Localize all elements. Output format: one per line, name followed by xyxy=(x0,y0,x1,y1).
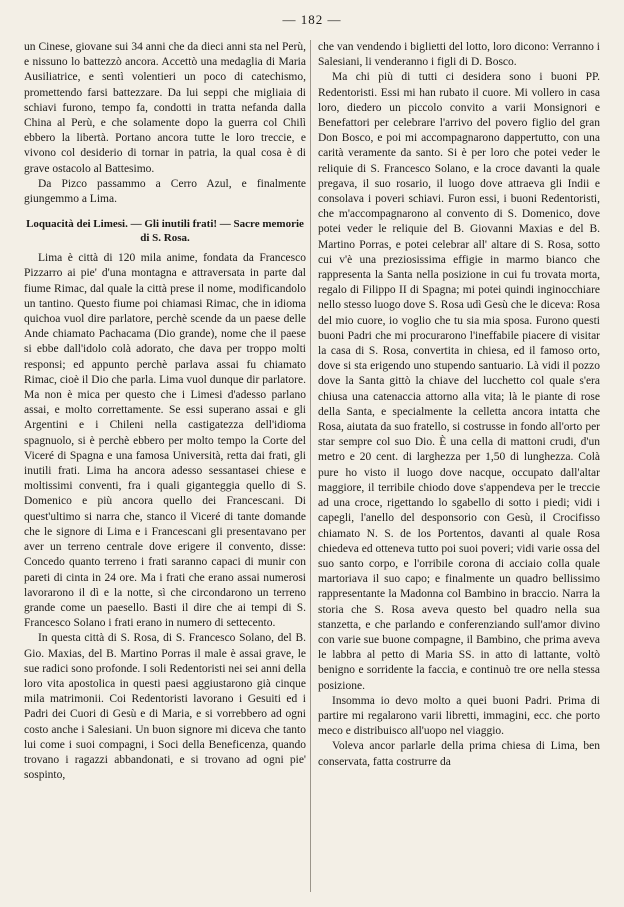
left-column xyxy=(24,40,306,783)
right-paragraph-1: che van vendendo i biglietti del lotto, loro dicono: Verranno i Salesiani, li venderanno i figli di D. Bosco. xyxy=(318,41,600,69)
left-paragraph-3: Lima è città di 120 mila anime, fondata da Francesco Pizzarro ai pie' d'una montagna e attraversata in parte dal fiume Rimac, dal quale la città prese il nome, modificandolo un tantino. Questo fiume poi chiamasi Rimac, che in idioma quichoa vuol dire parlatore, perchè scende da un paese delle Ande chiamato Pachacama (Dio grande), nome che il paese si ebbe dall'idolo colà adorato, che dava per troppo molti responsi; ed appunto perchè parlava assai fu chiamato Rimac, cioè il Dio che parla. Lima vuol dunque dir parlatore. Ma non è mica per questo che i Limesi d'adesso parlano assai, e molto correttamente. Se essi superano assai e gli Argentini e i Chileni nella castigatezza dell'idioma spagnuolo, si è perchè ebbero per molto tempo la Corte del Viceré di Spagna e una famosa Università, retta dai frati, gli inutili frati. Lima ha ancora adesso sessantasei chiese e moltissimi conventi, fra i quali giganteggia quello di S. Domenico e più ancora quello dei Francescani. Di quest'ultimo si narra che, stanco il Viceré di tante domande che le signore di Lima e i Francescani gli presentavano per aver un terreno centrale dove erigere il convento, disse: Concedo quanto terreno i frati saranno capaci di munir con pareti di cinta in 24 ore. Ma i frati che erano assai numerosi lavorarono il dì e la notte, sì che circondarono un terreno grande come un paesello. Basti il dire che ai tempi di S. Francesco Solano i frati erano in numero di settecento. xyxy=(24,252,306,630)
right-paragraph-3: Insomma io devo molto a quei buoni Padri. Prima di partire mi regalarono varii libretti, immagini, ecc. che porto meco e distribuisco all'uopo nel viaggio. xyxy=(318,694,600,738)
right-column xyxy=(318,40,600,770)
right-paragraph-2: Ma chi più di tutti ci desidera sono i buoni PP. Redentoristi. Essi mi han rubato il cuore. Mi vollero in casa loro, diedero un piccolo convito a varii Monsignori e Benefattori per celebrare l'arrivo del povero figlio del gran Don Bosco, e poi mi accompagnarono dappertutto, con una carità veramente da santo. Si è per loro che potei veder le reliquie di S. Francesco Solano, e la croce davanti la quale pregava, il suo rosario, il luogo dove attraeva gli Indii e consolava i poveri schiavi. Furon essi, i buoni Redentoristi, che m'accompagnarono al convento di S. Domenico, dove potei veder le reliquie del B. Giovanni Maxias e del B. Martino Porras, e potei celebrar all' altare di S. Rosa, sotto cui v'è una preziosissima effigie in marmo bianco che rappresenta la Santa nella posizione in cui fu trovata morta, regalo di Filippo II di Spagna; mi potei quindi inginocchiare nello stesso luogo dove S. Rosa udì Gesù che le diceva: Rosa del mio cuore, io voglio che tu sia mia sposa. Furono questi buoni Padri che mi procurarono l'ineffabile piacere di visitar la casa di S. Rosa, convertita in chiesa, ed il famoso orto, dove si sta erigendo uno stupendo santuario. Là vidi il pozzo dove la Santa gittò la chiave del lucchetto col quale s'era chiusa una catenaccia attorno alla vita; là le piante di rose della Santa, e specialmente la celletta ancora intatta che Rosa, aiutata da suo fratello, si costrusse in fondo all'orto per star sempre col suo Dio. È una cella di mattoni crudi, d'un metro e 20 cent. di larghezza per 1,50 di lunghezza. Colà pure ho visto il luogo dove nacque, occupato dall'altar maggiore, il terribile chiodo dove s'appendeva per le treccie ad una croce, rigettando lo sgabello di sotto i piedi; vidi i capegli, l'anello del desponsorio con Gesù, il Crocifisso chiamato N. S. de los Portentos, davanti al quale Rosa chiedeva ed otteneva tutto poi suoi poveri; vidi varie ossa del suo santo corpo, e l'orribile corona di acciaio colla quale martoriava il suo capo; e finalmente un quadro bellissimo rappresentante la Madonna col Bambino in braccio. Narra la storia che S. Rosa aveva questo bel quadro nella sua stanzetta, e che parlando e conferenziando sull'amor divino con varie sue buone compagne, il Bambino, che prima aveva le labbra al petto di Maria SS. in atto di lattante, voltò benigno e sorridente la faccia, e continuò tre ore nella stessa posizione. xyxy=(318,71,600,692)
left-paragraph-4: In questa città di S. Rosa, di S. Francesco Solano, del B. Gio. Maxias, del B. Martino Porras il male è assai grave, le sue radici sono profonde. I soli Redentoristi nei sei anni della loro vita apostolica in questi paesi aggiustarono già cinque mila matrimonii. Coi Redentoristi lavorano i Gesuiti ed i Padri dei Cuori di Gesù e di Maria, e si vorrebbero ad ogni costo anche i Salesiani. Un buon signore mi diceva che tanto lui come i suoi compagni, i Soci della Beneficenza, quando trovano i ragazzi abbandonati, e si trovano ad ogni pie' sospinto, xyxy=(24,632,307,782)
page-number: — 182 — xyxy=(282,12,342,27)
left-paragraph-1: un Cinese, giovane sui 34 anni che da dieci anni sta nel Perù, e nissuno lo battezzò ancora. Accettò una medaglia di Maria Ausiliatrice, e sentì volentieri un poco di catechismo, promettendo farsi battezzare. Da lui seppi che migliaia di schiavi furono, tempo fa, condotti in tratta nefanda dalla China al Perù, e che solamente dopo la guerra col Chilì ebbero la libertà. Portano ancora tutte le loro treccie, e vivono col desiderio di tornar in patria, la qual cosa è di grave ostacolo al Battesimo. xyxy=(24,41,306,175)
left-paragraph-2: Da Pizco passammo a Cerro Azul, e finalmente giungemmo a Lima. xyxy=(24,177,306,206)
right-paragraph-4: Voleva ancor parlarle della prima chiesa di Lima, ben conservata, fatta costrurre da xyxy=(318,740,600,768)
column-divider xyxy=(310,40,311,892)
section-heading: Loquacità dei Limesi. — Gli inutili frati! — Sacre memorie di S. Rosa. xyxy=(26,218,304,245)
